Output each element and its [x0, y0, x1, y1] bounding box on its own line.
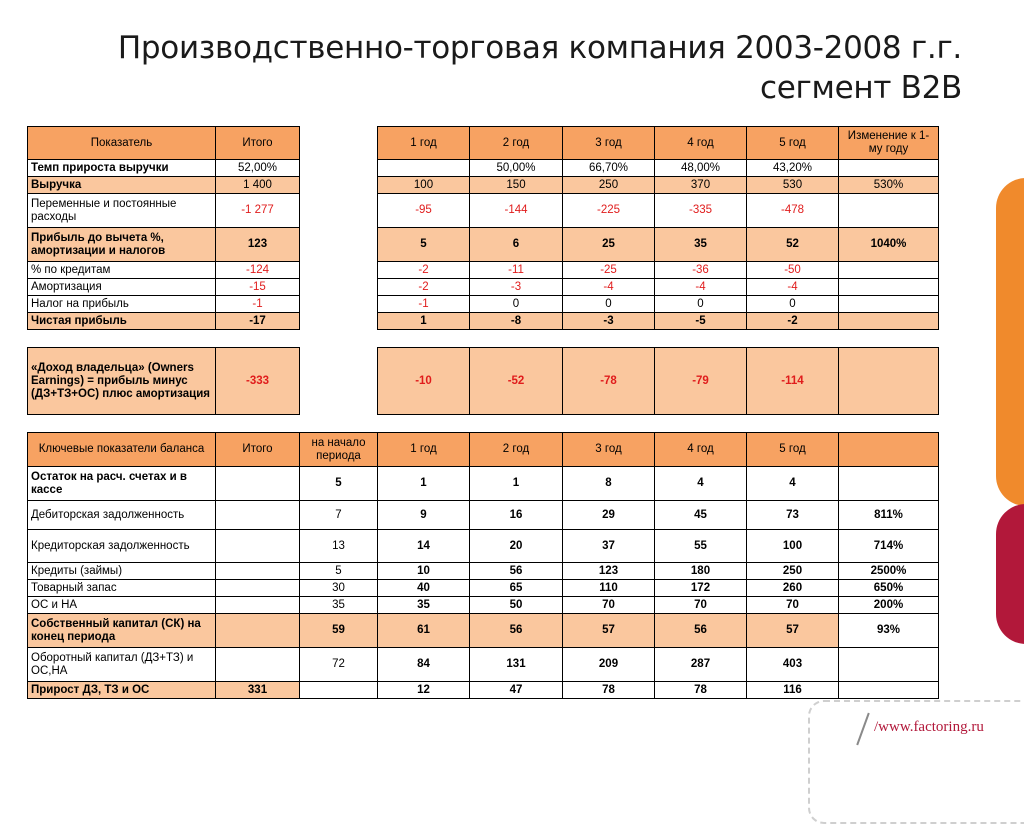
table-row [28, 348, 939, 415]
row-label: «Доход владельца» (Owners Earnings) = прибыль минус (ДЗ+ТЗ+ОС) плюс амортизация [28, 348, 216, 415]
cell [839, 313, 939, 330]
table-row [28, 262, 939, 279]
cell: 52 [747, 228, 839, 262]
cell [839, 262, 939, 279]
cell: -114 [747, 348, 839, 415]
cell: 43,20% [747, 160, 839, 177]
cell: 100 [747, 530, 839, 563]
cell: 331 [216, 682, 300, 699]
cell: -50 [747, 262, 839, 279]
cell: 0 [655, 296, 747, 313]
slide-title-line2: сегмент В2В [760, 70, 962, 106]
footer-website-link[interactable]: /www.factoring.ru [874, 719, 984, 735]
header-cell: Итого [216, 127, 300, 160]
row-label: Переменные и постоянные расходы [28, 194, 216, 228]
cell: 35 [655, 228, 747, 262]
header-cell: 3 год [563, 433, 655, 467]
table-row [28, 467, 939, 501]
cell [839, 194, 939, 228]
cell [839, 160, 939, 177]
header-cell: 5 год [747, 433, 839, 467]
header-cell: 3 год [563, 127, 655, 160]
cell: 16 [470, 501, 563, 530]
cell: -25 [563, 262, 655, 279]
row-label: Кредиты (займы) [28, 563, 216, 580]
row-label: Оборотный капитал (ДЗ+ТЗ) и ОС,НА [28, 648, 216, 682]
cell: 1 [378, 313, 470, 330]
cell: -8 [470, 313, 563, 330]
cell: 370 [655, 177, 747, 194]
cell: -144 [470, 194, 563, 228]
cell: 5 [300, 467, 378, 501]
cell: 70 [655, 597, 747, 614]
table-header-row [28, 127, 939, 160]
header-cell: 2 год [470, 433, 563, 467]
cell: 403 [747, 648, 839, 682]
row-label: Остаток на расч. счетах и в кассе [28, 467, 216, 501]
cell: 1040% [839, 228, 939, 262]
cell: 57 [563, 614, 655, 648]
cell: 7 [300, 501, 378, 530]
cell: 14 [378, 530, 470, 563]
cell: 123 [563, 563, 655, 580]
cell: 530 [747, 177, 839, 194]
cell: 131 [470, 648, 563, 682]
cell: 530% [839, 177, 939, 194]
cell [839, 348, 939, 415]
cell [216, 563, 300, 580]
table-row [28, 597, 939, 614]
cell: 1 [470, 467, 563, 501]
cell: -1 [216, 296, 300, 313]
cell: 56 [470, 614, 563, 648]
cell [839, 296, 939, 313]
cell [216, 648, 300, 682]
cell: 45 [655, 501, 747, 530]
cell: 37 [563, 530, 655, 563]
table-row [28, 228, 939, 262]
cell: -4 [563, 279, 655, 296]
cell: -1 277 [216, 194, 300, 228]
cell [216, 501, 300, 530]
cell: 40 [378, 580, 470, 597]
cell: -2 [378, 262, 470, 279]
table-row [28, 614, 939, 648]
cell: -1 [378, 296, 470, 313]
cell: 180 [655, 563, 747, 580]
cell: 35 [378, 597, 470, 614]
header-cell [839, 433, 939, 467]
cell: 172 [655, 580, 747, 597]
cell: 55 [655, 530, 747, 563]
cell: 47 [470, 682, 563, 699]
table-row [28, 194, 939, 228]
cell [216, 467, 300, 501]
cell: 100 [378, 177, 470, 194]
cell: 35 [300, 597, 378, 614]
cell: 5 [300, 563, 378, 580]
cell: -78 [563, 348, 655, 415]
cell: 12 [378, 682, 470, 699]
cell: 9 [378, 501, 470, 530]
cell: -79 [655, 348, 747, 415]
header-cell: Ключевые показатели баланса [28, 433, 216, 467]
cell: 70 [747, 597, 839, 614]
table-row [28, 648, 939, 682]
cell: 66,70% [563, 160, 655, 177]
cell [839, 682, 939, 699]
cell: 260 [747, 580, 839, 597]
cell: 6 [470, 228, 563, 262]
table-header-row [28, 433, 939, 467]
balance-table [27, 432, 939, 699]
decorative-red-tab [996, 504, 1024, 644]
cell: 57 [747, 614, 839, 648]
cell: -3 [470, 279, 563, 296]
header-cell: 4 год [655, 127, 747, 160]
cell: 20 [470, 530, 563, 563]
cell: -4 [655, 279, 747, 296]
cell: 116 [747, 682, 839, 699]
cell: -17 [216, 313, 300, 330]
cell: 70 [563, 597, 655, 614]
cell: 13 [300, 530, 378, 563]
cell: 250 [747, 563, 839, 580]
cell: 287 [655, 648, 747, 682]
cell [216, 530, 300, 563]
row-label: Темп прироста выручки [28, 160, 216, 177]
header-cell: 5 год [747, 127, 839, 160]
row-label: Налог на прибыль [28, 296, 216, 313]
cell: 5 [378, 228, 470, 262]
slide-title [118, 28, 962, 108]
cell: 29 [563, 501, 655, 530]
row-label: Выручка [28, 177, 216, 194]
table-row [28, 279, 939, 296]
row-label: % по кредитам [28, 262, 216, 279]
header-cell: 4 год [655, 433, 747, 467]
cell [839, 467, 939, 501]
header-cell: на начало периода [300, 433, 378, 467]
cell: 56 [655, 614, 747, 648]
cell: -15 [216, 279, 300, 296]
table-row [28, 501, 939, 530]
row-label: Собственный капитал (СК) на конец периода [28, 614, 216, 648]
cell: 110 [563, 580, 655, 597]
cell: 30 [300, 580, 378, 597]
cell [216, 580, 300, 597]
row-label: ОС и НА [28, 597, 216, 614]
cell: -4 [747, 279, 839, 296]
cell: -52 [470, 348, 563, 415]
table-row [28, 530, 939, 563]
row-label: Прирост ДЗ, ТЗ и ОС [28, 682, 216, 699]
income-table [27, 126, 939, 330]
table-row [28, 563, 939, 580]
cell [839, 648, 939, 682]
cell: 65 [470, 580, 563, 597]
cell: -335 [655, 194, 747, 228]
table-row [28, 313, 939, 330]
cell: 4 [655, 467, 747, 501]
header-cell: 1 год [378, 433, 470, 467]
cell: -10 [378, 348, 470, 415]
cell: -225 [563, 194, 655, 228]
cell: 72 [300, 648, 378, 682]
cell: -11 [470, 262, 563, 279]
cell: -478 [747, 194, 839, 228]
table-row [28, 580, 939, 597]
header-cell: Итого [216, 433, 300, 467]
cell: 250 [563, 177, 655, 194]
cell [378, 160, 470, 177]
row-label: Кредиторская задолженность [28, 530, 216, 563]
cell: 50 [470, 597, 563, 614]
cell: 1 400 [216, 177, 300, 194]
cell: 0 [470, 296, 563, 313]
cell: 4 [747, 467, 839, 501]
cell: 200% [839, 597, 939, 614]
cell: 2500% [839, 563, 939, 580]
cell: 0 [747, 296, 839, 313]
cell: 73 [747, 501, 839, 530]
cell: -36 [655, 262, 747, 279]
cell [216, 597, 300, 614]
cell [300, 682, 378, 699]
cell: 25 [563, 228, 655, 262]
cell: 10 [378, 563, 470, 580]
cell: 78 [563, 682, 655, 699]
cell: 150 [470, 177, 563, 194]
table-row [28, 296, 939, 313]
cell: 123 [216, 228, 300, 262]
header-cell: 2 год [470, 127, 563, 160]
cell: -3 [563, 313, 655, 330]
cell: 61 [378, 614, 470, 648]
cell: 650% [839, 580, 939, 597]
cell [216, 614, 300, 648]
header-cell: Изменение к 1-му году [839, 127, 939, 160]
decorative-orange-tab [996, 178, 1024, 506]
cell: 56 [470, 563, 563, 580]
header-cell: Показатель [28, 127, 216, 160]
row-label: Дебиторская задолженность [28, 501, 216, 530]
cell: 52,00% [216, 160, 300, 177]
cell: -333 [216, 348, 300, 415]
table-row [28, 160, 939, 177]
cell: 1 [378, 467, 470, 501]
row-label: Амортизация [28, 279, 216, 296]
cell: 84 [378, 648, 470, 682]
cell: 50,00% [470, 160, 563, 177]
cell: 811% [839, 501, 939, 530]
cell: -2 [747, 313, 839, 330]
table-row [28, 682, 939, 699]
cell: 209 [563, 648, 655, 682]
row-label: Прибыль до вычета %, амортизации и налогов [28, 228, 216, 262]
cell: -95 [378, 194, 470, 228]
cell: -5 [655, 313, 747, 330]
owners-earnings-table [27, 347, 939, 415]
cell: 48,00% [655, 160, 747, 177]
cell: 0 [563, 296, 655, 313]
cell [839, 279, 939, 296]
cell: 93% [839, 614, 939, 648]
cell: 59 [300, 614, 378, 648]
cell: 8 [563, 467, 655, 501]
row-label: Товарный запас [28, 580, 216, 597]
cell: -124 [216, 262, 300, 279]
table-row [28, 177, 939, 194]
slide-title-line1: Производственно-торговая компания 2003-2008 г.г. [117, 30, 962, 66]
cell: -2 [378, 279, 470, 296]
cell: 78 [655, 682, 747, 699]
cell: 714% [839, 530, 939, 563]
header-cell: 1 год [378, 127, 470, 160]
row-label: Чистая прибыль [28, 313, 216, 330]
